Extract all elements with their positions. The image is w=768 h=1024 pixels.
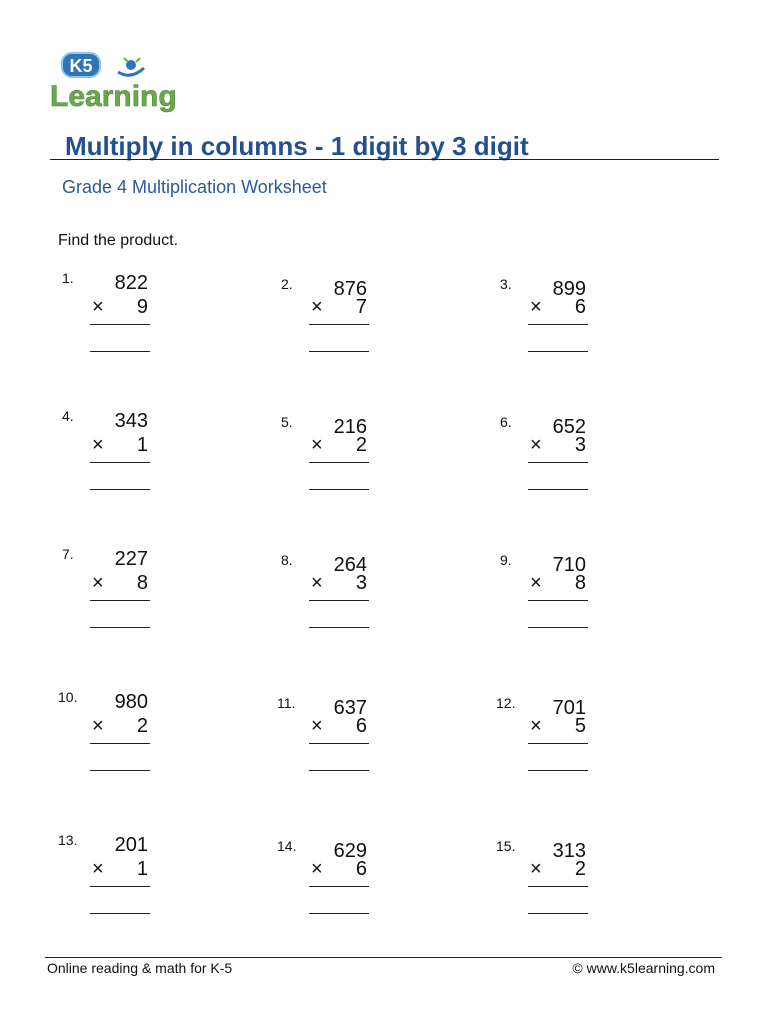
problem-number: 12. [496, 695, 516, 711]
operand-rule [90, 324, 150, 325]
answer-line[interactable] [90, 489, 150, 490]
problem-5 [281, 414, 391, 504]
multiplier: 6 [355, 858, 367, 880]
answer-line[interactable] [309, 770, 369, 771]
answer-line[interactable] [528, 489, 588, 490]
operand-rule [528, 600, 588, 601]
multiplier: 2 [574, 858, 586, 880]
multiplier: 6 [574, 296, 586, 318]
multiplicand: 629 [333, 840, 367, 862]
answer-line[interactable] [309, 351, 369, 352]
problem-10 [58, 689, 168, 779]
footer-divider [45, 957, 722, 958]
multiplier: 2 [355, 434, 367, 456]
answer-line[interactable] [90, 627, 150, 628]
multiplier: 5 [574, 715, 586, 737]
problem-14 [277, 838, 387, 928]
operand-rule [90, 462, 150, 463]
answer-line[interactable] [528, 351, 588, 352]
problem-number: 5. [281, 414, 293, 430]
title-divider [50, 159, 719, 160]
problem-1 [62, 270, 172, 360]
footer-tagline: Online reading & math for K-5 [47, 960, 233, 976]
multiply-symbol: × [92, 296, 104, 318]
multiplicand: 313 [552, 840, 586, 862]
operand-rule [309, 886, 369, 887]
operand-rule [528, 324, 588, 325]
operand-rule [90, 743, 150, 744]
multiplicand: 701 [552, 697, 586, 719]
multiply-symbol: × [311, 572, 323, 594]
multiplier: 3 [355, 572, 367, 594]
operand-rule [309, 600, 369, 601]
multiplicand: 201 [114, 834, 148, 856]
multiplicand: 980 [114, 691, 148, 713]
multiply-symbol: × [530, 715, 542, 737]
k5-learning-logo [48, 50, 188, 114]
multiply-symbol: × [92, 434, 104, 456]
answer-line[interactable] [309, 913, 369, 914]
multiply-symbol: × [92, 572, 104, 594]
multiplicand: 637 [333, 697, 367, 719]
multiply-symbol: × [311, 296, 323, 318]
multiplier: 3 [574, 434, 586, 456]
problem-number: 15. [496, 838, 516, 854]
problem-number: 7. [62, 546, 74, 562]
problem-number: 10. [58, 689, 78, 705]
multiply-symbol: × [92, 858, 104, 880]
footer-website-link[interactable]: © www.k5learning.com [572, 960, 715, 976]
problem-6 [500, 414, 610, 504]
multiplicand: 652 [552, 416, 586, 438]
multiplier: 7 [355, 296, 367, 318]
multiplier: 1 [136, 858, 148, 880]
multiply-symbol: × [530, 296, 542, 318]
multiply-symbol: × [311, 715, 323, 737]
multiply-symbol: × [92, 715, 104, 737]
multiply-symbol: × [311, 858, 323, 880]
problem-7 [62, 546, 172, 636]
problem-12 [496, 695, 606, 785]
answer-line[interactable] [90, 351, 150, 352]
multiplicand: 899 [552, 278, 586, 300]
svg-text:Learning: Learning [50, 80, 177, 113]
multiplier: 8 [574, 572, 586, 594]
multiplier: 2 [136, 715, 148, 737]
problem-number: 6. [500, 414, 512, 430]
answer-line[interactable] [90, 770, 150, 771]
multiplier: 8 [136, 572, 148, 594]
multiplicand: 822 [114, 272, 148, 294]
problem-15 [496, 838, 606, 928]
operand-rule [528, 886, 588, 887]
problem-9 [500, 552, 610, 642]
multiplicand: 343 [114, 410, 148, 432]
answer-line[interactable] [90, 913, 150, 914]
multiplier: 1 [136, 434, 148, 456]
problem-number: 14. [277, 838, 297, 854]
problem-number: 11. [277, 695, 296, 711]
multiplicand: 264 [333, 554, 367, 576]
operand-rule [309, 462, 369, 463]
operand-rule [90, 886, 150, 887]
operand-rule [90, 600, 150, 601]
problem-number: 13. [58, 832, 78, 848]
multiply-symbol: × [311, 434, 323, 456]
multiplier: 9 [136, 296, 148, 318]
answer-line[interactable] [528, 913, 588, 914]
multiply-symbol: × [530, 434, 542, 456]
multiplicand: 227 [114, 548, 148, 570]
operand-rule [309, 743, 369, 744]
operand-rule [528, 462, 588, 463]
multiply-symbol: × [530, 572, 542, 594]
answer-line[interactable] [528, 627, 588, 628]
problem-number: 9. [500, 552, 512, 568]
multiplier: 6 [355, 715, 367, 737]
operand-rule [528, 743, 588, 744]
multiplicand: 710 [552, 554, 586, 576]
svg-text:K5: K5 [69, 56, 93, 76]
problem-4 [62, 408, 172, 498]
answer-line[interactable] [309, 627, 369, 628]
answer-line[interactable] [309, 489, 369, 490]
problem-number: 2. [281, 276, 293, 292]
page-title: Multiply in columns - 1 digit by 3 digit [65, 131, 529, 161]
answer-line[interactable] [528, 770, 588, 771]
problem-13 [58, 832, 168, 922]
multiplicand: 876 [333, 278, 367, 300]
problem-number: 3. [500, 276, 512, 292]
instruction-text: Find the product. [58, 232, 179, 249]
problem-number: 4. [62, 408, 74, 424]
multiplicand: 216 [333, 416, 367, 438]
problem-3 [500, 276, 610, 366]
operand-rule [309, 324, 369, 325]
problem-8 [281, 552, 391, 642]
multiply-symbol: × [530, 858, 542, 880]
problem-11 [277, 695, 387, 785]
page-subtitle: Grade 4 Multiplication Worksheet [62, 177, 327, 197]
problem-number: 1. [62, 270, 74, 286]
problem-2 [281, 276, 391, 366]
problem-number: 8. [281, 552, 293, 568]
